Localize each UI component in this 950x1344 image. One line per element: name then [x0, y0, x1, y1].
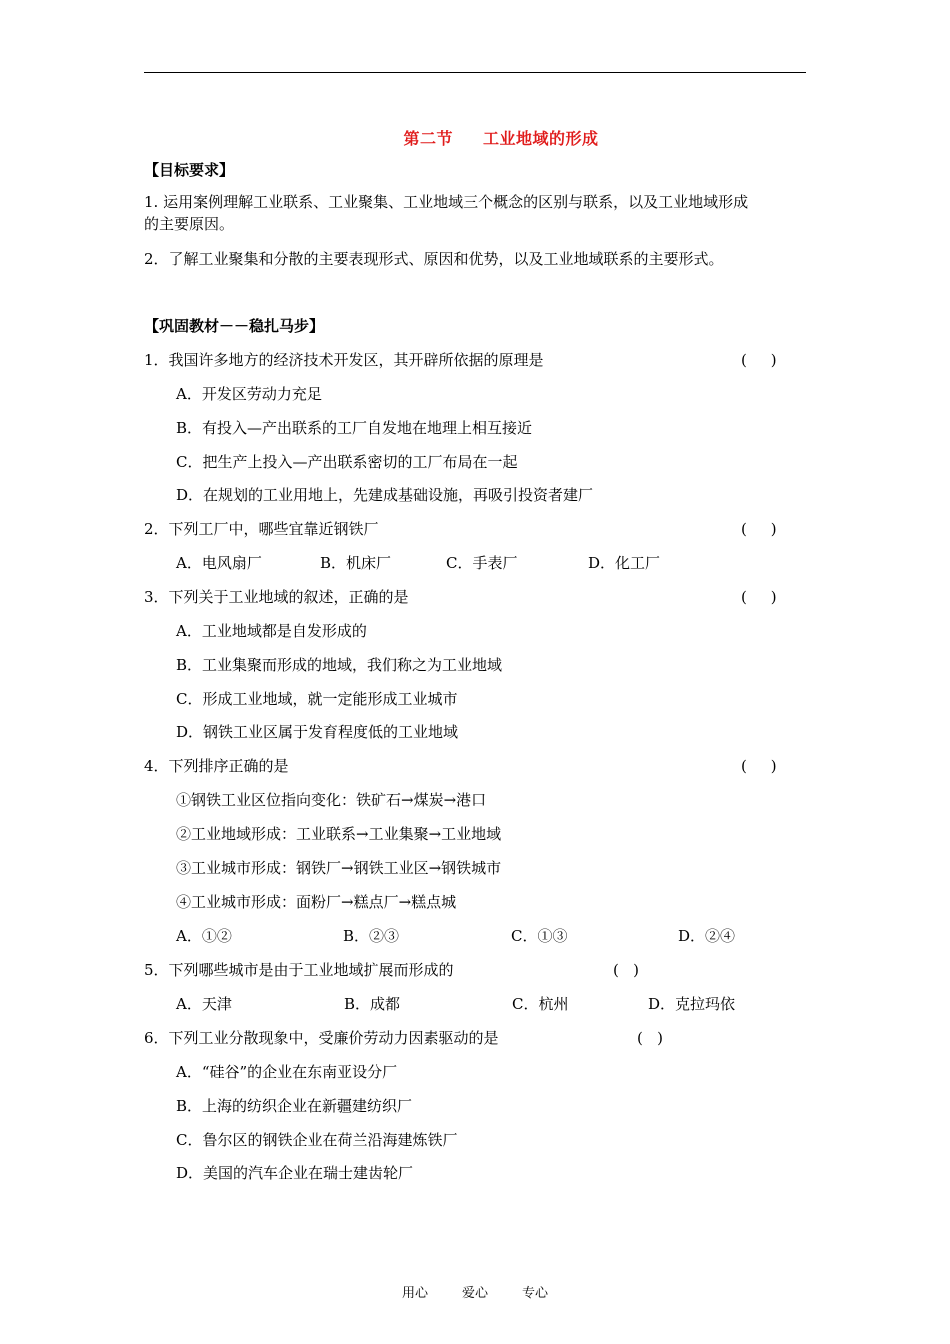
question-4-stem: 4．下列排序正确的是: [144, 757, 289, 775]
goal-2: 2．了解工业聚集和分散的主要表现形式、原因和优势，以及工业地域联系的主要形式。: [144, 250, 724, 268]
page-footer: [0, 1282, 950, 1301]
question-6-option-b: B．上海的纺织企业在新疆建纺织厂: [176, 1097, 413, 1115]
question-6-option-d: D．美国的汽车企业在瑞士建齿轮厂: [176, 1164, 414, 1182]
section-number: 第二节: [403, 129, 453, 148]
question-6-stem: 6．下列工业分散现象中，受廉价劳动力因素驱动的是: [144, 1029, 499, 1047]
question-4-sequence-4: ④工业城市形成：面粉厂→糕点厂→糕点城: [176, 893, 457, 911]
question-5-option-b: B．成都: [344, 995, 401, 1013]
question-4-option-c: C．①③: [511, 927, 568, 945]
question-3-option-b: B．工业集聚而形成的地域，我们称之为工业地域: [176, 656, 503, 674]
question-2-option-a: A．电风扇厂: [176, 554, 262, 572]
question-5-answer-blank: ( ): [613, 961, 640, 979]
question-3-option-a: A．工业地域都是自发形成的: [176, 622, 367, 640]
question-1-option-b: B．有投入—产出联系的工厂自发地在地理上相互接近: [176, 419, 533, 437]
question-4-sequence-2: ②工业地域形成：工业联系→工业集聚→工业地域: [176, 825, 502, 843]
question-6-answer-blank: ( ): [637, 1029, 664, 1047]
question-3-stem: 3．下列关于工业地域的叙述，正确的是: [144, 588, 409, 606]
question-5-option-c: C．杭州: [512, 995, 569, 1013]
question-2-option-b: B．机床厂: [320, 554, 392, 572]
question-3-option-d: D．钢铁工业区属于发育程度低的工业地域: [176, 723, 459, 741]
section-name: 工业地域的形成: [483, 129, 599, 148]
question-1-answer-blank: ( ): [741, 351, 777, 369]
footer-motto-1: 用心: [401, 1286, 428, 1301]
question-2-answer-blank: ( ): [741, 520, 777, 538]
question-5-option-a: A．天津: [176, 995, 232, 1013]
question-6-option-a: A．“硅谷”的企业在东南亚设分厂: [176, 1063, 398, 1081]
question-3-option-c: C．形成工业地域，就一定能形成工业城市: [176, 690, 458, 708]
question-4-sequence-3: ③工业城市形成：钢铁厂→钢铁工业区→钢铁城市: [176, 859, 502, 877]
question-4-option-d: D．②④: [678, 927, 736, 945]
question-1-option-a: A．开发区劳动力充足: [176, 385, 322, 403]
question-1-stem: 1．我国许多地方的经济技术开发区，其开辟所依据的原理是: [144, 351, 544, 369]
footer-motto-2: 爱心: [461, 1286, 488, 1301]
question-6-option-c: C．鲁尔区的钢铁企业在荷兰沿海建炼铁厂: [176, 1131, 458, 1149]
question-4-answer-blank: ( ): [741, 757, 777, 775]
goal-1-line-1: 1. 运用案例理解工业联系、工业聚集、工业地域三个概念的区别与联系，以及工业地域形成: [144, 193, 749, 211]
header-rule: [144, 72, 806, 73]
question-1-option-c: C．把生产上投入—产出联系密切的工厂布局在一起: [176, 453, 518, 471]
practice-heading: 【巩固教材－－稳扎马步】: [144, 317, 325, 335]
question-4-sequence-1: ①钢铁工业区位指向变化：铁矿石→煤炭→港口: [176, 791, 487, 809]
goals-heading: 【目标要求】: [144, 161, 235, 179]
question-2-option-c: C．手表厂: [446, 554, 518, 572]
question-2-stem: 2．下列工厂中，哪些宜靠近钢铁厂: [144, 520, 379, 538]
question-4-option-b: B．②③: [343, 927, 400, 945]
question-2-option-d: D．化工厂: [588, 554, 661, 572]
question-5-stem: 5．下列哪些城市是由于工业地域扩展而形成的: [144, 961, 454, 979]
goal-1-line-2: 的主要原因。: [144, 215, 235, 233]
question-4-option-a: A．①②: [176, 927, 232, 945]
footer-motto-3: 专心: [522, 1286, 549, 1301]
section-title: [0, 126, 950, 149]
question-1-option-d: D．在规划的工业用地上，先建成基础设施，再吸引投资者建厂: [176, 486, 594, 504]
question-3-answer-blank: ( ): [741, 588, 777, 606]
question-5-option-d: D．克拉玛依: [648, 995, 736, 1013]
